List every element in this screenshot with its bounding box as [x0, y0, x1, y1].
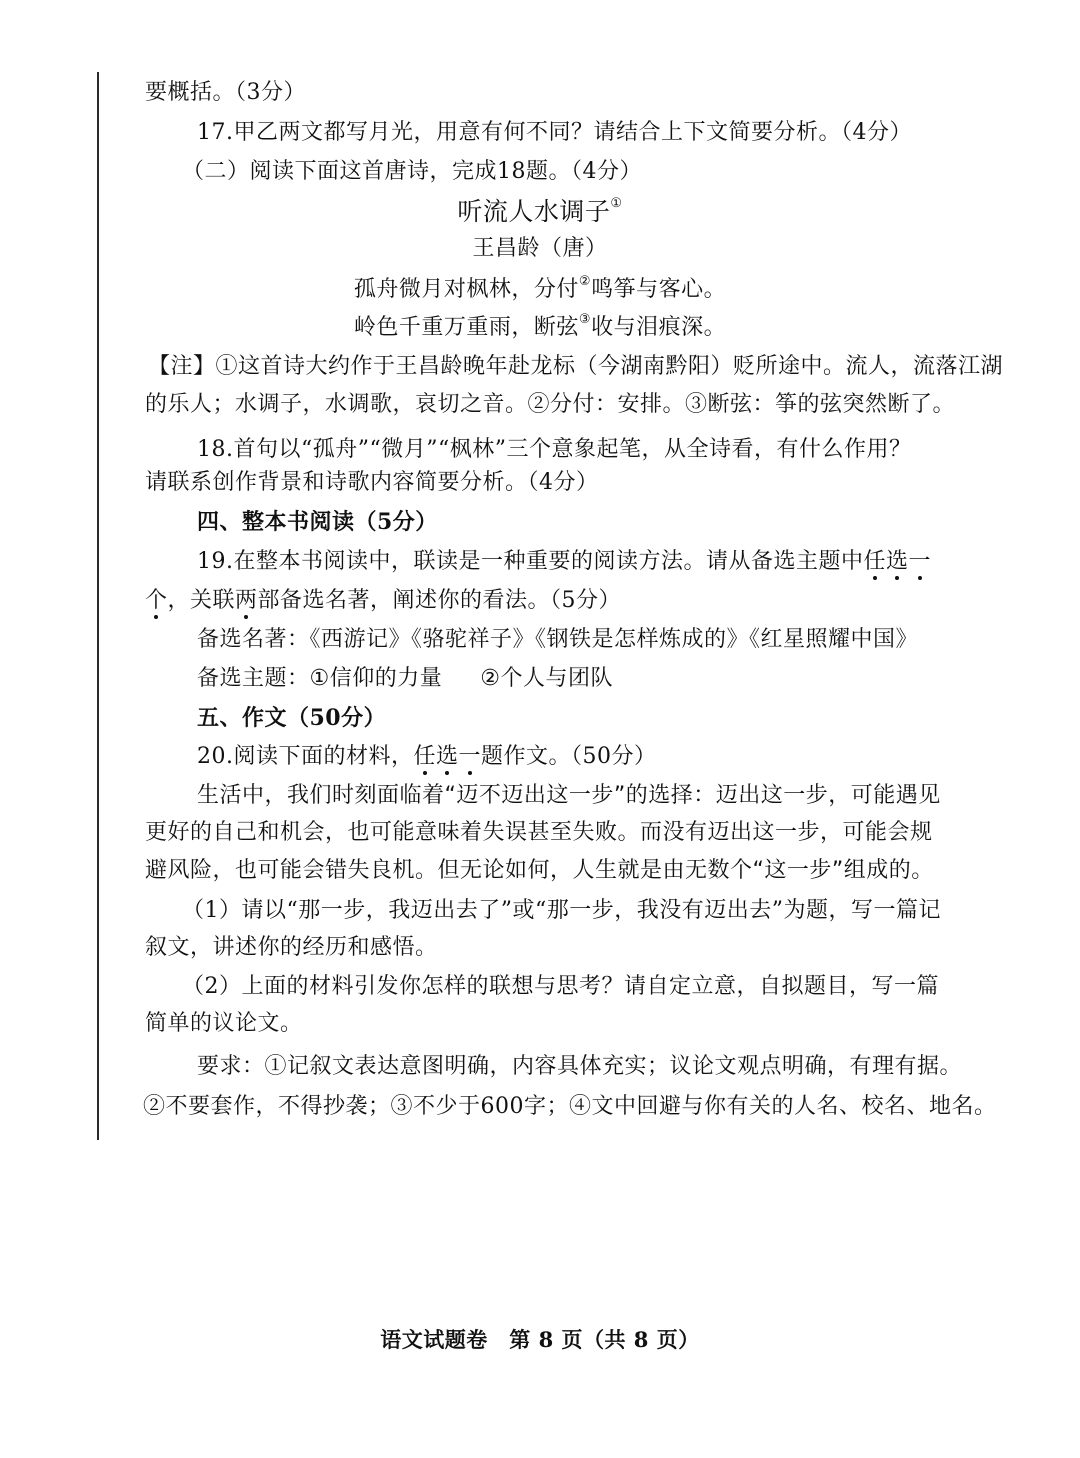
poem-line-1: 孤舟微月对枫林，分付②鸣筝与客心。	[353, 274, 727, 302]
option-2-line-1: （2）上面的材料引发你怎样的联想与思考？请自定立意，自拟题目，写一篇	[182, 974, 939, 999]
poem-section-intro: （二）阅读下面这首唐诗，完成18题。（4分）	[182, 159, 642, 184]
footnote-marker: ③	[578, 312, 592, 327]
emphasis-char: 任	[413, 744, 437, 769]
poem-title: 听流人水调子①	[457, 196, 623, 226]
material-line-2: 更好的自己和机会，也可能意味着失误甚至失败。而没有迈出这一步，可能会规	[145, 820, 933, 845]
material-line-3: 避风险，也可能会错失良机。但无论如何，人生就是由无数个“这一步”组成的。	[145, 858, 934, 883]
candidate-themes: 备选主题：①信仰的力量 ②个人与团队	[197, 666, 613, 691]
poem-notes-line-2: 的乐人；水调子，水调歌，哀切之音。②分付：安排。③断弦：筝的弦突然断了。	[145, 392, 956, 417]
question-19-line-1: 19.在整本书阅读中，联读是一种重要的阅读方法。请从备选主题中任选一	[197, 549, 932, 574]
emphasis-char: 任	[863, 549, 887, 574]
requirements-line-1: 要求：①记叙文表达意图明确，内容具体充实；议论文观点明确，有理有据。	[197, 1054, 963, 1079]
question-18-line-1: 18.首句以“孤舟”“微月”“枫林”三个意象起笔，从全诗看，有什么作用？	[197, 437, 912, 462]
footnote-marker: ②	[578, 274, 592, 289]
q16-tail: 要概括。（3分）	[145, 80, 306, 105]
question-19-line-2: 个，关联两部备选名著，阐述你的看法。（5分）	[145, 588, 622, 613]
footnote-marker: ①	[610, 196, 623, 211]
poem-notes-line-1: 【注】①这首诗大约作于王昌龄晚年赴龙标（今湖南黔阳）贬所途中。流人，流落江湖	[148, 354, 1004, 379]
requirements-line-2: ②不要套作，不得抄袭；③不少于600字；④文中回避与你有关的人名、校名、地名。	[143, 1094, 997, 1119]
material-line-1: 生活中，我们时刻面临着“迈不迈出这一步”的选择：迈出这一步，可能遇见	[197, 783, 941, 808]
emphasis-char: 选	[886, 549, 909, 574]
emphasis-char: 选	[436, 744, 459, 769]
theme-1: ①信仰的力量	[309, 666, 443, 691]
candidate-books: 备选名著：《西游记》《骆驼祥子》《钢铁是怎样炼成的》《红星照耀中国》	[197, 627, 919, 652]
theme-2: ②个人与团队	[480, 666, 613, 691]
section-4-heading: 四、整本书阅读（5分）	[197, 509, 438, 535]
emphasis-char: 一	[908, 549, 932, 574]
emphasis-char: 两	[235, 588, 258, 613]
question-17: 17.甲乙两文都写月光，用意有何不同？请结合上下文简要分析。（4分）	[197, 120, 912, 145]
option-1-line-1: （1）请以“那一步，我迈出去了”或“那一步，我没有迈出去”为题，写一篇记	[182, 898, 941, 923]
question-18-line-2: 请联系创作背景和诗歌内容简要分析。（4分）	[145, 470, 599, 495]
poem-author: 王昌龄（唐）	[472, 236, 608, 261]
option-1-line-2: 叙文，讲述你的经历和感悟。	[145, 935, 438, 960]
option-2-line-2: 简单的议论文。	[145, 1011, 303, 1036]
emphasis-char: 个	[145, 588, 168, 613]
section-5-heading: 五、作文（50分）	[197, 705, 387, 731]
emphasis-char: 一	[458, 744, 482, 769]
question-20-line-1: 20.阅读下面的材料，任选一题作文。（50分）	[197, 744, 657, 769]
page-footer: 语文试题卷 第 8 页（共 8 页）	[380, 1327, 700, 1352]
poem-line-2: 岭色千重万重雨，断弦③收与泪痕深。	[353, 312, 727, 340]
